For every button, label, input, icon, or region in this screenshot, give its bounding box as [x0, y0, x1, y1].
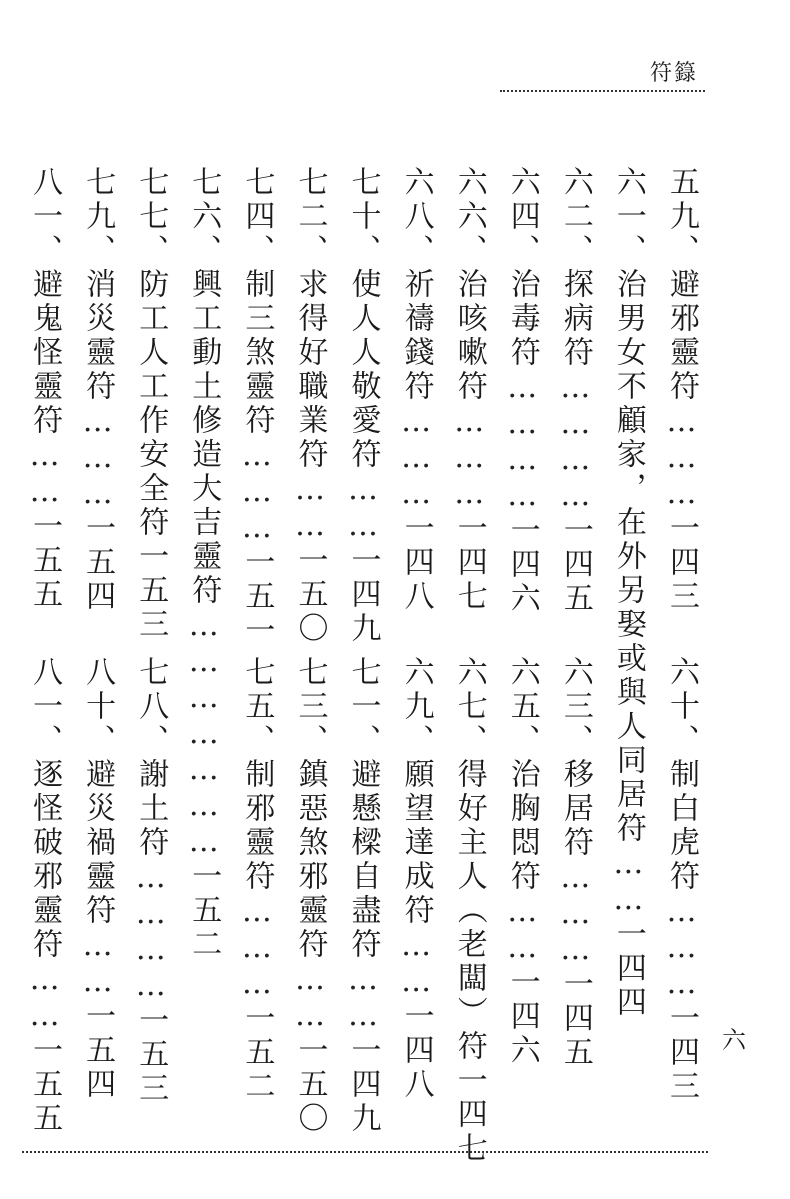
toc-column: [445, 166, 498, 1166]
toc-column: [604, 166, 657, 1091]
toc-entry[interactable]: [73, 166, 126, 616]
toc-dot-leader: ……: [292, 962, 328, 1034]
toc-entry[interactable]: [445, 166, 498, 616]
toc-entry-title: 七四、制三煞靈符: [239, 166, 275, 438]
toc-entry-title: 八十、避災禍靈符: [80, 656, 116, 928]
toc-column: [498, 166, 551, 1091]
toc-entry[interactable]: [657, 166, 710, 616]
toc-entry-title: 六二、探病符: [557, 166, 593, 370]
toc-entry[interactable]: [551, 166, 604, 616]
toc-dot-leader: ……: [27, 962, 63, 1034]
toc-entry-title: 七七、防工人工作安全符: [133, 166, 169, 540]
toc-page-number: 一五〇: [292, 1034, 328, 1136]
toc-entry-title: 六六、治咳嗽符: [451, 166, 487, 404]
page-number: 六: [722, 1026, 746, 1054]
toc-entry-title: 七二、求得好職業符: [292, 166, 328, 472]
table-of-contents: [20, 166, 710, 1166]
toc-dot-leader: ……: [610, 846, 646, 918]
toc-entry-title: 七一、避懸樑自盡符: [345, 656, 381, 962]
toc-entry[interactable]: [498, 166, 551, 616]
toc-page-number: 一五五: [27, 1034, 63, 1136]
toc-page-number: 一四八: [398, 1000, 434, 1102]
toc-entry-title: 七三、鎮惡煞邪靈符: [292, 656, 328, 962]
toc-page-number: 一四七: [451, 512, 487, 614]
toc-dot-leader: ………: [398, 404, 434, 512]
toc-entry[interactable]: [445, 656, 498, 1166]
toc-entry[interactable]: [285, 656, 338, 1136]
toc-entry-title: 七十、使人人敬愛符: [345, 166, 381, 472]
running-title: 符籙: [649, 61, 698, 86]
toc-entry-title: 六三、移居符: [557, 656, 593, 860]
toc-dot-leader: ……: [27, 438, 63, 510]
toc-page-number: 一五二: [186, 860, 222, 962]
toc-page-number: 一四三: [664, 1002, 699, 1104]
toc-column: [551, 166, 604, 1091]
toc-page-number: 一五三: [133, 1004, 169, 1106]
toc-column: [179, 166, 232, 1091]
toc-dot-leader: ………: [239, 894, 275, 1002]
header-divider: [500, 90, 705, 92]
toc-page-number: 一四五: [557, 968, 593, 1070]
toc-column: [232, 166, 285, 1104]
toc-dot-leader: ……: [292, 472, 328, 544]
toc-entry[interactable]: [20, 166, 73, 616]
toc-entry-title: 六四、治毒符: [504, 166, 540, 370]
toc-entry[interactable]: [392, 656, 445, 1102]
toc-dot-leader: ………: [451, 404, 487, 512]
toc-page-number: 一四五: [557, 514, 593, 616]
toc-dot-leader: ……: [345, 472, 381, 544]
toc-page-number: 一四六: [504, 514, 540, 616]
toc-entry[interactable]: [126, 166, 179, 642]
toc-entry[interactable]: [657, 656, 710, 1104]
toc-column: [126, 166, 179, 1106]
toc-entry[interactable]: [73, 656, 126, 1102]
toc-entry[interactable]: [126, 656, 179, 1106]
toc-dot-leader: ………: [80, 404, 116, 512]
toc-entry-title: 八一、避鬼怪靈符: [27, 166, 63, 438]
toc-entry[interactable]: [392, 166, 445, 616]
toc-page-number: 一五五: [27, 510, 63, 612]
toc-dot-leader: …………: [133, 860, 169, 1004]
toc-page-number: 一五三: [133, 540, 169, 642]
toc-dot-leader: …………: [557, 370, 593, 514]
toc-dot-leader: ………: [664, 894, 699, 1002]
toc-page-number: 一五四: [80, 512, 116, 614]
toc-page-number: 一五一: [239, 546, 275, 648]
toc-page-number: 一五四: [80, 1000, 116, 1102]
toc-dot-leader: ………: [239, 438, 275, 546]
toc-page-number: 一四九: [345, 544, 381, 646]
toc-entry[interactable]: [179, 166, 232, 962]
toc-entry-title: 六十、制白虎符: [664, 656, 699, 894]
toc-page-number: 一五二: [239, 1002, 275, 1104]
toc-entry-title: 八一、逐怪破邪靈符: [27, 656, 63, 962]
toc-column: [285, 166, 338, 1136]
toc-page-number: 一五〇: [292, 544, 328, 646]
toc-page-number: 一四四: [610, 918, 646, 1020]
toc-dot-leader: …………………: [186, 608, 222, 860]
toc-entry[interactable]: [285, 166, 338, 646]
toc-entry-title: 六五、治胸悶符: [504, 656, 540, 894]
toc-page-number: 一四八: [398, 512, 434, 614]
footer-divider: [22, 1151, 708, 1153]
toc-entry-title: 七九、消災靈符: [80, 166, 116, 404]
toc-page-number: 一四六: [504, 966, 540, 1068]
toc-dot-leader: ……: [80, 928, 116, 1000]
toc-entry-title: 六八、祈禱錢符: [398, 166, 434, 404]
toc-entry[interactable]: [20, 656, 73, 1136]
toc-column: [20, 166, 73, 1136]
toc-entry-title: 七六、興工動土修造大吉靈符: [186, 166, 222, 608]
toc-entry[interactable]: [338, 166, 391, 646]
toc-column: [73, 166, 126, 1102]
toc-entry-title: 七五、制邪靈符: [239, 656, 275, 894]
toc-dot-leader: ………: [664, 404, 699, 512]
toc-column: [657, 166, 710, 1104]
toc-entry[interactable]: [232, 656, 285, 1104]
toc-entry-title: 七八、謝土符: [133, 656, 169, 860]
toc-column: [392, 166, 445, 1102]
toc-entry-title: 五九、避邪靈符: [664, 166, 699, 404]
toc-page-number: 一四三: [664, 512, 699, 614]
toc-entry[interactable]: [551, 656, 604, 1096]
toc-entry-title: 六七、得好主人（老闆）符: [451, 656, 487, 1064]
toc-dot-leader: ……: [504, 894, 540, 966]
toc-entry-title: 六九、願望達成符: [398, 656, 434, 928]
toc-dot-leader: ……: [398, 928, 434, 1000]
toc-dot-leader: …………: [504, 370, 540, 514]
toc-entry[interactable]: [604, 166, 657, 1020]
toc-column: [338, 166, 391, 1136]
toc-entry[interactable]: [498, 656, 551, 1096]
toc-dot-leader: ……: [345, 962, 381, 1034]
toc-dot-leader: ………: [557, 860, 593, 968]
toc-entry[interactable]: [338, 656, 391, 1136]
toc-page-number: 一四九: [345, 1034, 381, 1136]
toc-page-number: 一四七: [451, 1064, 487, 1166]
toc-entry-title: 六一、治男女不顧家，在外另娶或與人同居符: [610, 166, 646, 846]
toc-entry[interactable]: [232, 166, 285, 648]
